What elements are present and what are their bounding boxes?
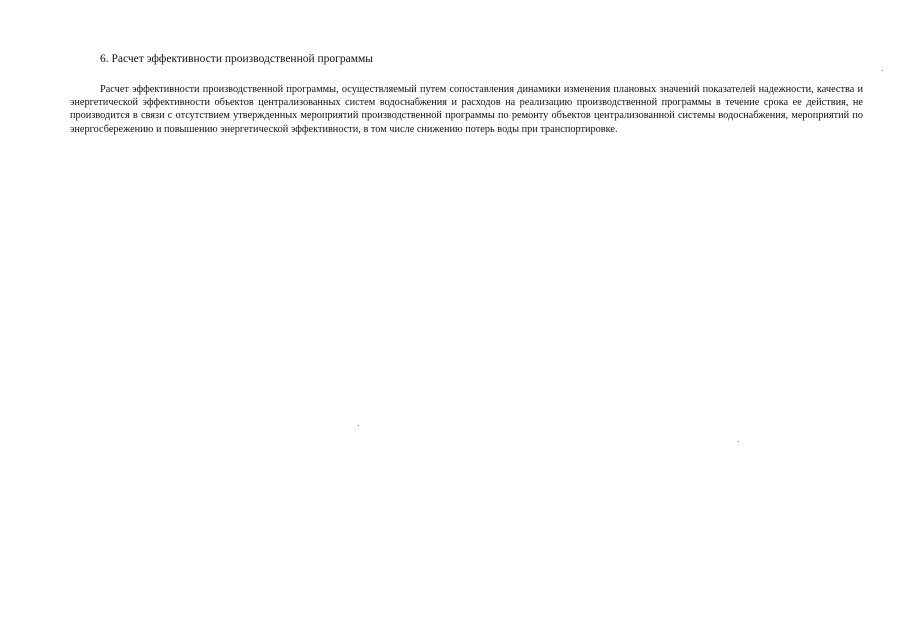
scan-speck [358,425,359,426]
scan-speck [882,70,883,71]
scan-speck [738,441,739,442]
section-heading: 6. Расчет эффективности производственной программы [100,53,374,65]
body-paragraph: Расчет эффективности производственной программы, осуществляемый путем сопоставления динамики изменения плановых значений показателей надежности, качества и энергетической эффективности объектов централизованных систем водоснабжения и расходов на реализацию производственной программы в течение срока ее действия, не производится в связи с отсутствием утвержденных мероприятий производственной программы по ремонту объектов централизованной системы водоснабжения, мероприятий по энергосбережению и повышению энергетической эффективности, в том числе снижению потерь воды при транспортировке. [70,84,863,135]
